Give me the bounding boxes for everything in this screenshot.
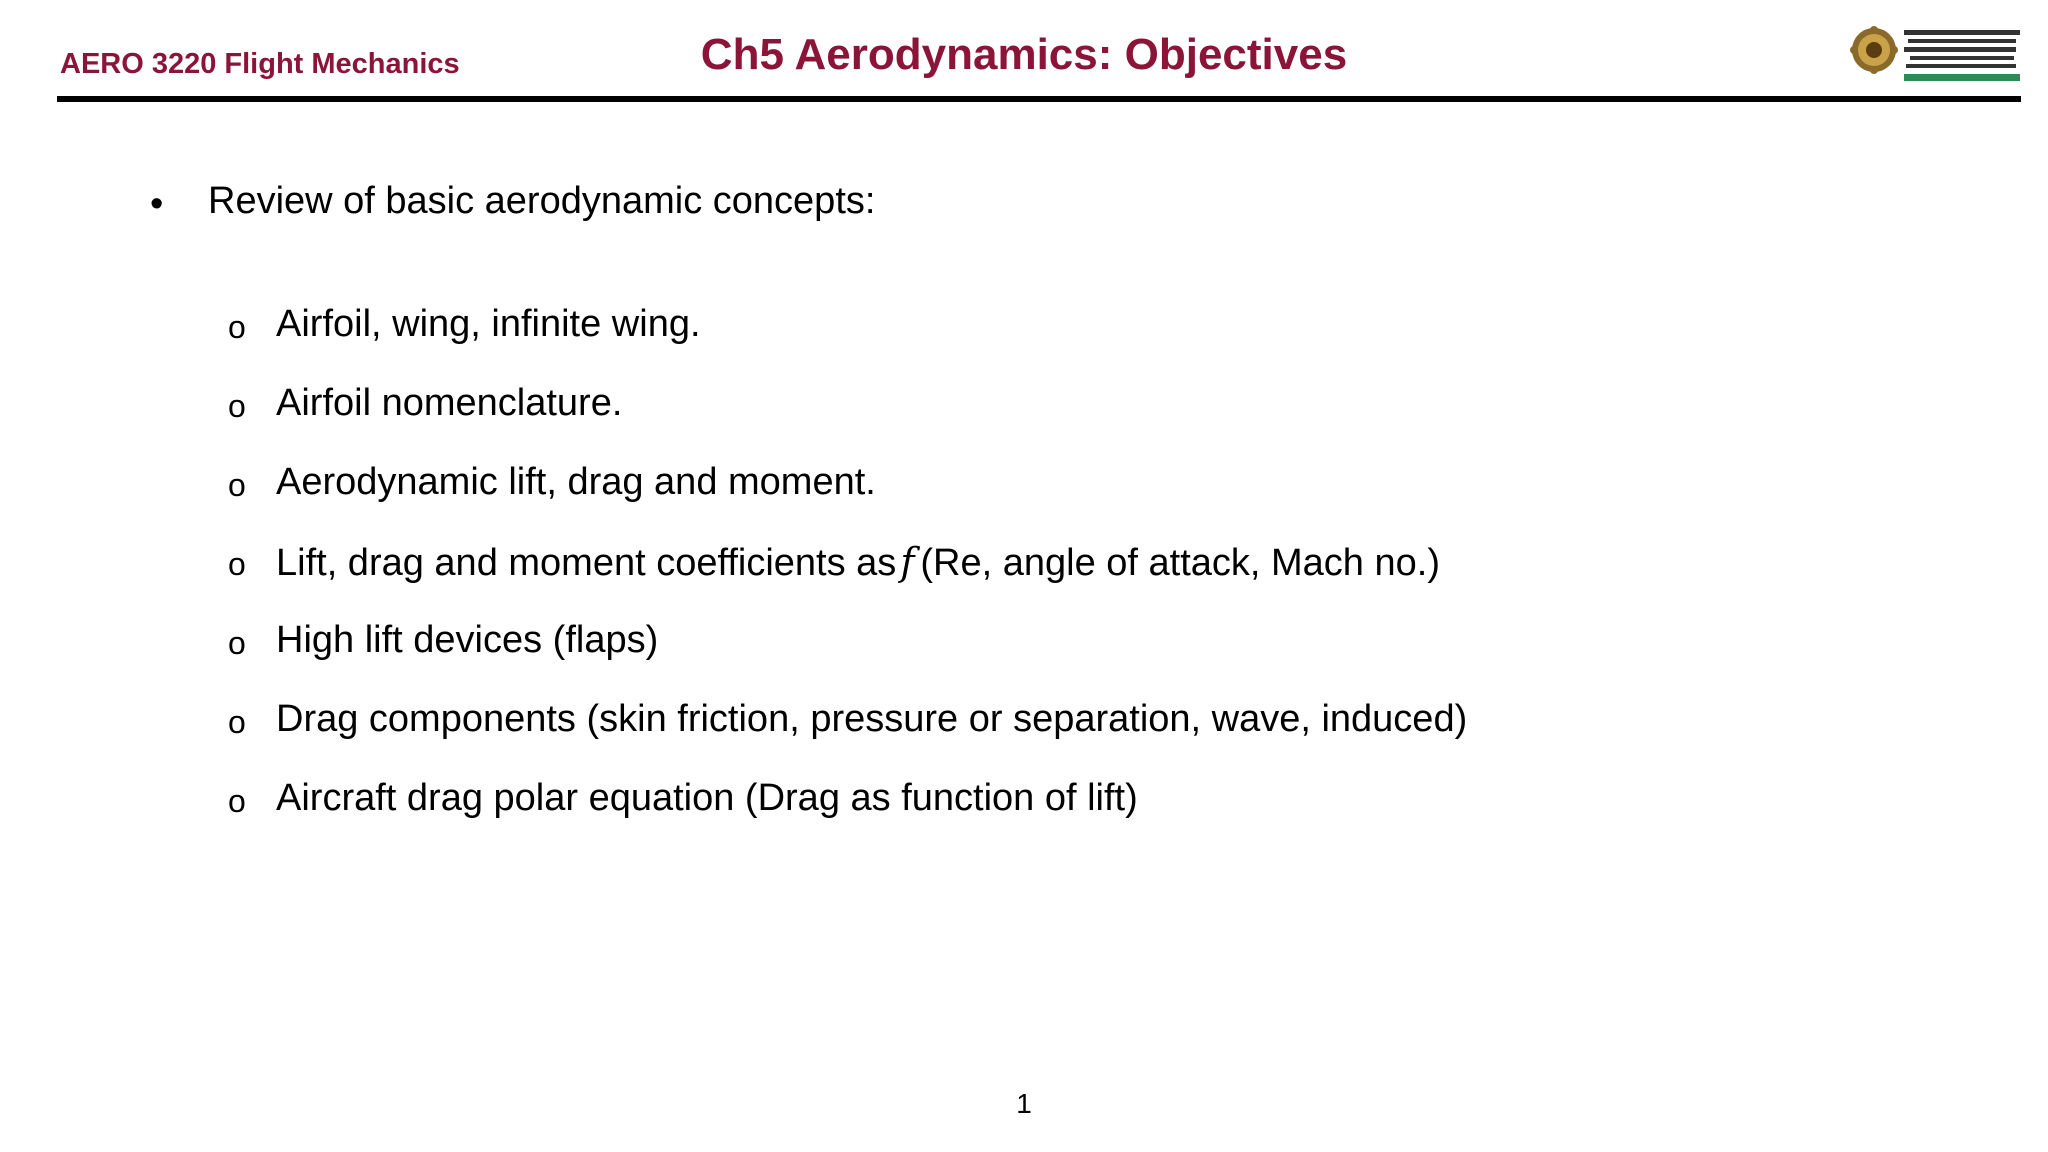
list-item-text: Drag components (skin friction, pressure or separation, wave, induced) — [276, 698, 1468, 740]
header-rule — [57, 96, 2021, 102]
list-item-text: Aircraft drag polar equation (Drag as function of lift) — [276, 777, 1138, 819]
sub-bullet-marker: o — [228, 625, 246, 661]
sub-bullet-marker: o — [228, 546, 246, 582]
list-item — [228, 461, 1467, 540]
sub-bullet-marker: o — [228, 309, 246, 345]
list-item — [228, 303, 1467, 382]
list-item-text-pre: Lift, drag and moment coefficients as — [276, 542, 897, 584]
university-logo-icon — [1848, 24, 2024, 86]
sub-bullet-marker: o — [228, 783, 246, 819]
list-item-text — [276, 540, 1440, 585]
sub-bullet-marker: o — [228, 388, 246, 424]
list-item — [228, 382, 1467, 461]
objectives-list — [228, 303, 1467, 856]
page-number: 1 — [1016, 1088, 1032, 1119]
slide-title: Ch5 Aerodynamics: Objectives — [700, 30, 1348, 79]
function-symbol: f — [900, 540, 915, 584]
list-item-text: Airfoil, wing, infinite wing. — [276, 303, 701, 345]
list-item-text-post: (Re, angle of attack, Mach no.) — [920, 542, 1440, 584]
sub-bullet-marker: o — [228, 467, 246, 503]
list-item — [228, 777, 1467, 856]
course-name: AERO 3220 Flight Mechanics — [60, 48, 460, 80]
list-item — [228, 698, 1467, 777]
intro-text: Review of basic aerodynamic concepts: — [208, 180, 876, 222]
list-item — [228, 540, 1467, 619]
list-item-text: High lift devices (flaps) — [276, 619, 659, 661]
list-item — [228, 619, 1467, 698]
list-item-text: Aerodynamic lift, drag and moment. — [276, 461, 876, 503]
bullet-marker: • — [150, 183, 164, 225]
sub-bullet-marker: o — [228, 704, 246, 740]
list-item-text: Airfoil nomenclature. — [276, 382, 623, 424]
